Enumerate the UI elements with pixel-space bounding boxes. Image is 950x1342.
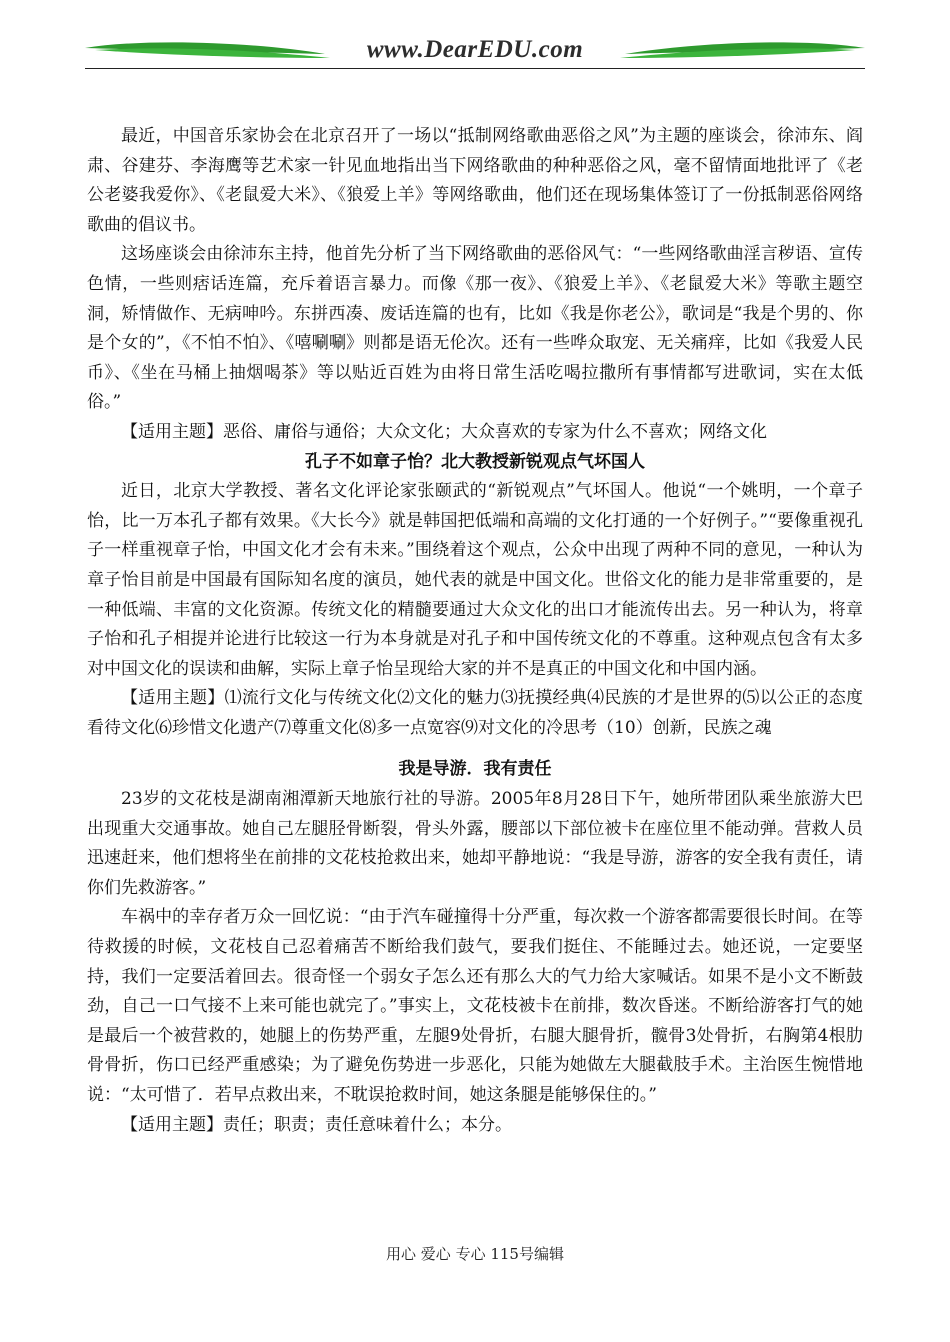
article-1	[87, 122, 863, 448]
article-2-theme: 【适用主题】⑴流行文化与传统文化⑵文化的魅力⑶抚摸经典⑷民族的才是世界的⑸以公正的态度看待文化⑹珍惜文化遗产⑺尊重文化⑻多一点宽容⑼对文化的冷思考（10）创新，民族之魂	[87, 688, 863, 738]
article-3-paragraph-1: 23岁的文花枝是湖南湘潭新天地旅行社的导游。2005年8月28日下午，她所带团队乘坐旅游大巴出现重大交通事故。她自己左腿胫骨断裂，骨头外露，腰部以下部位被卡在座位里不能动弹。营救人员迅速赶来，他们想将坐在前排的文花枝抢救出来，她却平静地说：“我是导游，游客的安全我有责任，请你们先救游客。”	[87, 789, 863, 898]
article-3-theme: 【适用主题】责任；职责；责任意味着什么；本分。	[121, 1114, 512, 1135]
article-1-paragraph-1: 最近，中国音乐家协会在北京召开了一场以“抵制网络歌曲恶俗之风”为主题的座谈会，徐沛东、阎肃、谷建芬、李海鹰等艺术家一针见血地指出当下网络歌曲的种种恶俗之风，毫不留情面地批评了《老公老婆我爱你》、《老鼠爱大米》、《狼爱上羊》等网络歌曲，他们还在现场集体签订了一份抵制恶俗网络歌曲的倡议书。	[87, 126, 863, 235]
section-gap	[87, 743, 863, 755]
article-2-paragraph-1: 近日，北京大学教授、著名文化评论家张颐武的“新锐观点”气坏国人。他说“一个姚明，一个章子怡，比一万本孔子都有效果。《大长今》就是韩国把低端和高端的文化打通的一个好例子。”“要像重视孔子一样重视章子怡，中国文化才会有未来。”围绕着这个观点，公众中出现了两种不同的意见，一种认为章子怡目前是中国最有国际知名度的演员，她代表的就是中国文化。世俗文化的能力是非常重要的，是一种低端、丰富的文化资源。传统文化的精髓要通过大众文化的出口才能流传出去。另一种认为，将章子怡和孔子相提并论进行比较这一行为本身就是对孔子和中国传统文化的不尊重。这种观点包含有太多对中国文化的误读和曲解，实际上章子怡呈现给大家的并不是真正的中国文化和中国内涵。	[87, 481, 863, 679]
document-body	[87, 122, 863, 1140]
site-name[interactable]: www.DearEDU.com	[366, 36, 584, 63]
article-3-paragraph-2: 车祸中的幸存者万众一回忆说：“由于汽车碰撞得十分严重，每次救一个游客都需要很长时间。在等待救援的时候，文花枝自己忍着痛苦不断给我们鼓气，要我们挺住、不能睡过去。她还说，一定要坚持，我们一定要活着回去。很奇怪一个弱女子怎么还有那么大的气力给大家喊话。如果不是小文不断鼓劲，自己一口气接不上来可能也就完了。”事实上，文花枝被卡在前排，数次昏迷。不断给游客打气的她是最后一个被营救的，她腿上的伤势严重，左腿9处骨折，右腿大腿骨折，髋骨3处骨折，右胸第4根肋骨骨折，伤口已经严重感染；为了避免伤势进一步恶化，只能为她做左大腿截肢手术。主治医生惋惜地说：“太可惜了．若早点救出来，不耽误抢救时间，她这条腿是能够保住的。”	[87, 907, 863, 1105]
article-2-title: 孔子不如章子怡？北大教授新锐观点气坏国人	[305, 451, 645, 472]
article-3-title: 我是导游．我有责任	[398, 759, 552, 780]
article-1-theme: 【适用主题】恶俗、庸俗与通俗；大众文化；大众喜欢的专家为什么不喜欢；网络文化	[121, 421, 767, 442]
page-footer: 用心 爱心 专心 115号编辑	[386, 1245, 564, 1263]
header-divider	[85, 68, 865, 69]
article-1-paragraph-2: 这场座谈会由徐沛东主持，他首先分析了当下网络歌曲的恶俗风气：“一些网络歌曲淫言秽语、宣传色情，一些则痞话连篇，充斥着语言暴力。而像《那一夜》、《狼爱上羊》、《老鼠爱大米》等歌主题空洞，矫情做作、无病呻吟。东拼西凑、废话连篇的也有，比如《我是你老公》，歌词是“我是个男的、你是个女的”，《不怕不怕》、《嘻唰唰》则都是语无伦次。还有一些哗众取宠、无关痛痒，比如《我爱人民币》、《坐在马桶上抽烟喝茶》等以贴近百姓为由将日常生活吃喝拉撒所有事情都写进歌词，实在太低俗。”	[87, 244, 863, 413]
page-header	[85, 28, 865, 74]
article-3	[87, 755, 863, 1140]
article-2	[87, 448, 863, 744]
